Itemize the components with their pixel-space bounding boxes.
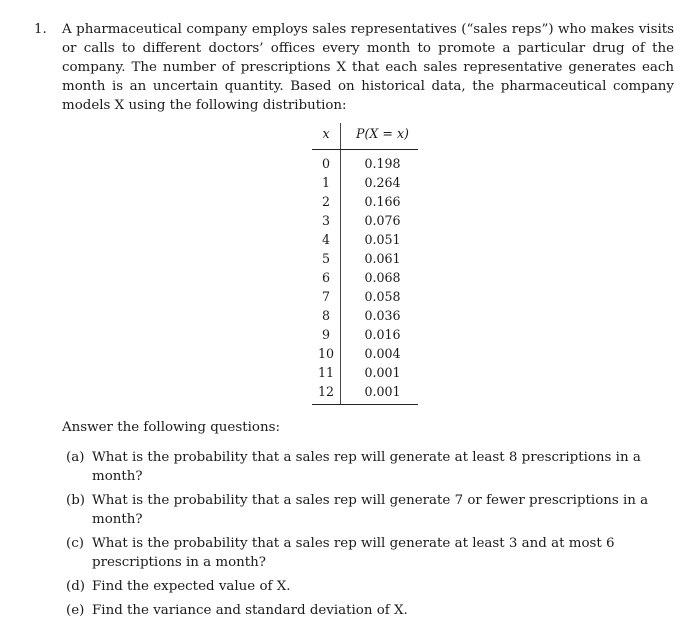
- probability-cell: 0.004: [364, 346, 401, 361]
- probability-cell: 0.001: [341, 382, 419, 405]
- probability-cell: 0.001: [364, 365, 401, 380]
- probability-cell: 0.061: [364, 251, 401, 266]
- probability-cell: 0.036: [364, 308, 401, 323]
- probability-cell: 0.198: [364, 156, 401, 171]
- question-label: (b): [66, 493, 86, 508]
- table-row: [312, 344, 418, 363]
- x-value-cell: 11: [312, 363, 341, 382]
- question-text: What is the probability that a sales rep will generate at least 8 prescriptions in a month?: [92, 450, 641, 484]
- table-row: [312, 173, 418, 192]
- question-label: (a): [66, 450, 85, 465]
- probability-cell: 0.051: [364, 232, 401, 247]
- x-value-cell: 2: [312, 192, 341, 211]
- table-row: [312, 192, 418, 211]
- x-value-cell: 8: [312, 306, 341, 325]
- header-x: x: [312, 123, 341, 150]
- x-value-cell: 1: [312, 173, 341, 192]
- probability-cell: 0.068: [364, 270, 401, 285]
- question-text: What is the probability that a sales rep will generate 7 or fewer prescriptions in a month?: [92, 493, 649, 527]
- problem-number: 1.: [34, 22, 47, 37]
- question-list: [66, 448, 674, 625]
- x-value-cell: 12: [312, 382, 341, 405]
- table-row: [312, 230, 418, 249]
- question-label: (e): [66, 603, 85, 618]
- question-label: (c): [66, 536, 84, 551]
- question-label: (d): [66, 579, 86, 594]
- x-value-cell: 7: [312, 287, 341, 306]
- question-item: [66, 491, 674, 529]
- table-header-row: [312, 123, 418, 150]
- x-value-cell: 0: [312, 150, 341, 174]
- question-item: [66, 601, 674, 620]
- table-row: [312, 249, 418, 268]
- probability-cell: 0.166: [364, 194, 401, 209]
- header-probability: P(X = x): [341, 123, 419, 150]
- answer-intro: Answer the following questions:: [62, 420, 280, 435]
- x-value-cell: 3: [312, 211, 341, 230]
- question-text: Find the expected value of X.: [92, 579, 291, 594]
- question-item: [66, 534, 674, 572]
- question-text: What is the probability that a sales rep will generate at least 3 and at most 6 prescriptions in a month?: [92, 536, 615, 570]
- x-value-cell: 10: [312, 344, 341, 363]
- x-value-cell: 9: [312, 325, 341, 344]
- table-row: [312, 287, 418, 306]
- question-item: [66, 577, 674, 596]
- x-value-cell: 4: [312, 230, 341, 249]
- probability-cell: 0.076: [364, 213, 401, 228]
- distribution-table: [312, 123, 418, 405]
- table-row: [312, 382, 418, 405]
- table-row: [312, 268, 418, 287]
- x-value-cell: 5: [312, 249, 341, 268]
- x-value-cell: 6: [312, 268, 341, 287]
- table-row: [312, 306, 418, 325]
- probability-cell: 0.058: [364, 289, 401, 304]
- probability-table: [312, 123, 418, 405]
- probability-cell: 0.016: [364, 327, 401, 342]
- table-row: [312, 211, 418, 230]
- probability-cell: 0.264: [364, 175, 401, 190]
- problem-statement: [34, 20, 674, 115]
- table-row: [312, 363, 418, 382]
- question-text: Find the variance and standard deviation of X.: [92, 603, 408, 618]
- problem-text: A pharmaceutical company employs sales representatives (“sales reps”) who makes visits or calls to different doctors’ offices every month to promote a particular drug of the company. The number of prescriptions X that each sales representative generates each month is an uncertain quantity. Based on historical data, the pharmaceutical company models X using the following distribution:: [62, 22, 674, 113]
- table-row: [312, 150, 418, 174]
- question-item: [66, 448, 674, 486]
- table-row: [312, 325, 418, 344]
- table-body: [312, 150, 418, 405]
